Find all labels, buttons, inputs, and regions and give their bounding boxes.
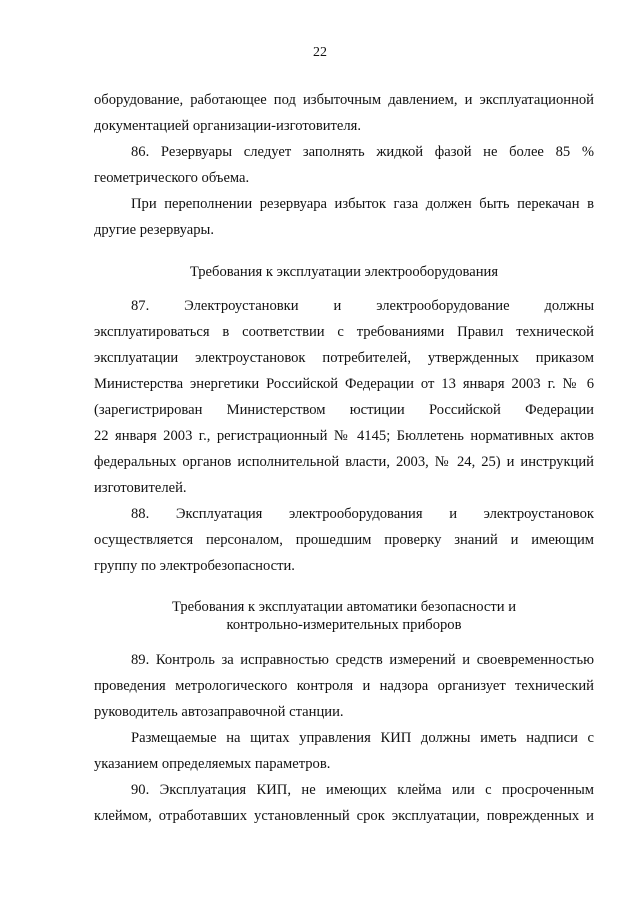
text-line: эксплуатироваться в соответствии с требованиями Правил технической	[94, 324, 594, 340]
paragraph-88-start: 88. Эксплуатация электрооборудования и электроустановок	[131, 506, 594, 522]
text-line: федеральных органов исполнительной власти, 2003, № 24, 25) и инструкций	[94, 454, 594, 470]
section-heading: Требования к эксплуатации автоматики безопасности и	[171, 599, 517, 615]
page-number: 22	[313, 45, 327, 60]
paragraph-87-start: 87. Электроустановки и электрооборудование должны	[131, 298, 594, 314]
text-line: 22 января 2003 г., регистрационный № 4145; Бюллетень нормативных актов	[94, 428, 594, 444]
text-line: оборудование, работающее под избыточным давлением, и эксплуатационной	[94, 92, 594, 108]
text-line: проведения метрологического контроля и надзора организует технический	[94, 678, 594, 694]
text-line: Размещаемые на щитах управления КИП должны иметь надписи с	[131, 730, 594, 746]
section-heading: Требования к эксплуатации электрооборудования	[189, 264, 499, 280]
text-line: осуществляется персоналом, прошедшим проверку знаний и имеющим	[94, 532, 594, 548]
text-line: группу по электробезопасности.	[94, 558, 295, 574]
text-line: руководитель автозаправочной станции.	[94, 704, 344, 720]
text-line: геометрического объема.	[94, 170, 250, 186]
text-line: При переполнении резервуара избыток газа должен быть перекачан в	[131, 196, 594, 212]
text-line: Министерства энергетики Российской Федерации от 13 января 2003 г. № 6	[94, 376, 594, 392]
text-line: (зарегистрирован Министерством юстиции Российской Федерации	[94, 402, 594, 418]
section-heading: контрольно-измерительных приборов	[226, 617, 462, 633]
paragraph-89-start: 89. Контроль за исправностью средств измерений и своевременностью	[131, 652, 594, 668]
text-line: клеймом, отработавших установленный срок эксплуатации, поврежденных и	[94, 808, 594, 824]
text-line: указанием определяемых параметров.	[94, 756, 331, 772]
paragraph-90-start: 90. Эксплуатация КИП, не имеющих клейма или с просроченным	[131, 782, 594, 798]
text-line: эксплуатации электроустановок потребителей, утвержденных приказом	[94, 350, 594, 366]
text-line: документацией организации-изготовителя.	[94, 118, 362, 134]
text-line: изготовителей.	[94, 480, 187, 496]
paragraph-86-start: 86. Резервуары следует заполнять жидкой фазой не более 85 %	[131, 144, 594, 160]
text-line: другие резервуары.	[94, 222, 214, 238]
